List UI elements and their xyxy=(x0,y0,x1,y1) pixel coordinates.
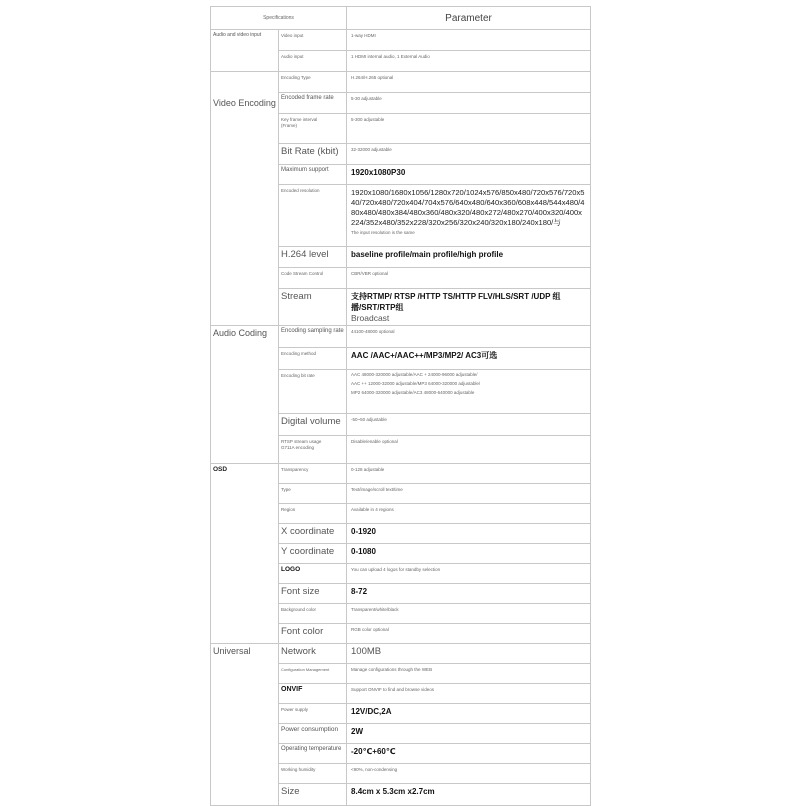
row-value: Manage configurations through the WEB xyxy=(347,664,591,684)
row-label: Operating temperature xyxy=(279,744,347,764)
row-value: 0-1080 xyxy=(347,544,591,564)
row-value: Text/image/scroll text/time xyxy=(347,484,591,504)
stream-protocols: 支持RTMP/ RTSP /HTTP TS/HTTP FLV/HLS/SRT /UDP 组播/SRT/RTP组 xyxy=(351,292,561,312)
row-label: Power consumption xyxy=(279,724,347,744)
row-label: Y coordinate xyxy=(279,544,347,564)
row-value: H.264/H.265 optional xyxy=(347,72,591,93)
bit-rate-line: AAC 48000-320000 adjustable/AAC + 24000-96000 adjustable/ xyxy=(351,372,478,377)
row-label: Font size xyxy=(279,584,347,604)
row-label: Encoding method xyxy=(279,348,347,370)
section-video-encoding: Video Encoding xyxy=(211,72,279,326)
row-label: Network xyxy=(279,644,347,664)
row-value: 32-32000 adjustable xyxy=(347,144,591,165)
table-row xyxy=(211,30,591,51)
row-label: Configuration Management xyxy=(279,664,347,684)
row-label xyxy=(279,114,347,144)
row-label: Encoded resolution xyxy=(279,185,347,247)
row-label: Size xyxy=(279,784,347,806)
table-row xyxy=(211,72,591,93)
row-value xyxy=(347,185,591,247)
table-row xyxy=(211,326,591,348)
row-value: Transparent/white/black xyxy=(347,604,591,624)
section-audio-coding: Audio Coding xyxy=(211,326,279,464)
row-value: 12V/DC,2A xyxy=(347,704,591,724)
row-label-line2: G711A encoding xyxy=(281,444,314,450)
row-label: X coordinate xyxy=(279,524,347,544)
row-value: <90%, non-condensing xyxy=(347,764,591,784)
row-value: 1920x1080P30 xyxy=(347,165,591,185)
header-specifications: Specifications xyxy=(211,7,347,30)
row-value: AAC /AAC+/AAC++/MP3/MP2/ AC3可选 xyxy=(347,348,591,370)
section-osd: OSD xyxy=(211,464,279,644)
stream-broadcast: Broadcast xyxy=(351,313,390,323)
row-label: ONVIF xyxy=(279,684,347,704)
row-value: baseline profile/main profile/high profile xyxy=(347,247,591,268)
row-label: Encoding bit rate xyxy=(279,370,347,414)
row-label: Type xyxy=(279,484,347,504)
row-value: 8-72 xyxy=(347,584,591,604)
row-label: Power supply xyxy=(279,704,347,724)
row-label-line1: Key frame interval xyxy=(281,117,318,122)
row-label: LOGO xyxy=(279,564,347,584)
bit-rate-line: AAC ++ 12000-32000 adjustable/MP3 64000-320000 adjustable/ xyxy=(351,381,481,386)
row-label xyxy=(279,436,347,464)
row-label-line1: RTSP stream usage xyxy=(281,439,322,444)
table-header-row xyxy=(211,7,591,30)
row-label: Audio input xyxy=(279,51,347,72)
row-label: Encoding Type xyxy=(279,72,347,93)
row-value xyxy=(347,370,591,414)
row-value: You can upload 4 logos for standby selection xyxy=(347,564,591,584)
row-value: CBR/VBR optional xyxy=(347,268,591,289)
row-value: 100MB xyxy=(347,644,591,664)
bit-rate-line: MP2 64000-320000 adjustable/AC3 48000-640000 adjustable xyxy=(351,390,475,395)
encoded-resolution-list: 1920x1080/1680x1056/1280x720/1024x576/850x480/720x576/720x540/720x480/720x404/704x576/640x480/640x360/608x448/544x480/480x480/480x384/480x360/480x320/480x272/480x270/400x320/400x224/352x480/352x228/320x256/320x240/320x180/240x180/与 xyxy=(351,188,585,228)
row-value xyxy=(347,289,591,326)
header-parameter: Parameter xyxy=(347,7,591,30)
row-label: Code Stream Control xyxy=(279,268,347,289)
table-row xyxy=(211,644,591,664)
section-universal: Universal xyxy=(211,644,279,806)
row-label: H.264 level xyxy=(279,247,347,268)
encoded-resolution-note: The input resolution is the same xyxy=(351,230,415,236)
row-value: 44100-48000 optional xyxy=(347,326,591,348)
row-value: -20℃+60℃ xyxy=(347,744,591,764)
row-value: Disable/enable optional xyxy=(347,436,591,464)
section-av-input: Audio and video input xyxy=(211,30,279,72)
row-label: Working humidity xyxy=(279,764,347,784)
row-value: 1-way HDMI xyxy=(347,30,591,51)
row-value: Support ONVIF to find and browse videos xyxy=(347,684,591,704)
table-row xyxy=(211,464,591,484)
row-label: Video input xyxy=(279,30,347,51)
row-value: 1 HDMI internal audio, 1 External Audio xyxy=(347,51,591,72)
spec-table xyxy=(210,6,591,806)
row-label: Font color xyxy=(279,624,347,644)
row-label: Region xyxy=(279,504,347,524)
row-value: 5-300 adjustable xyxy=(347,114,591,144)
row-label-line2: (Frame) xyxy=(281,122,297,128)
row-label: Bit Rate (kbit) xyxy=(279,144,347,165)
row-value: -50~50 adjustable xyxy=(347,414,591,436)
row-value: 5-30 adjustable xyxy=(347,93,591,114)
row-label: Transparency xyxy=(279,464,347,484)
row-label: Digital volume xyxy=(279,414,347,436)
row-label: Background color xyxy=(279,604,347,624)
row-label: Encoding sampling rate xyxy=(279,326,347,348)
row-label: Stream xyxy=(279,289,347,326)
row-value: Available in 4 regions xyxy=(347,504,591,524)
row-value: 0-1920 xyxy=(347,524,591,544)
row-label: Maximum support xyxy=(279,165,347,185)
row-value: 2W xyxy=(347,724,591,744)
row-value: 8.4cm x 5.3cm x2.7cm xyxy=(347,784,591,806)
row-label: Encoded frame rate xyxy=(279,93,347,114)
row-value: RGB color optional xyxy=(347,624,591,644)
row-value: 0-128 adjustable xyxy=(347,464,591,484)
